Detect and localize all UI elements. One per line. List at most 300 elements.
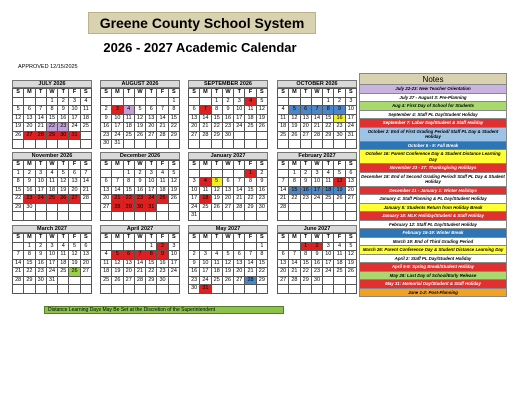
week-row	[13, 242, 92, 251]
day-cell: 23	[134, 195, 145, 204]
week-row	[189, 178, 268, 187]
day-cell: 7	[157, 106, 168, 115]
note-item: Aug 4: First Day of School for Students	[359, 102, 507, 111]
day-cell	[101, 97, 112, 106]
day-cell: 30	[58, 131, 69, 140]
day-cell: 19	[334, 186, 345, 195]
day-cell	[278, 212, 289, 221]
day-cell: 8	[245, 178, 256, 187]
day-cell: 6	[69, 169, 80, 178]
week-row	[101, 268, 180, 277]
day-cell: 24	[35, 195, 46, 204]
day-cell: 16	[134, 186, 145, 195]
week-row	[13, 123, 92, 132]
week-row	[13, 114, 92, 123]
day-cell: 18	[80, 114, 91, 123]
day-cell: 3	[35, 169, 46, 178]
day-cell: 12	[58, 178, 69, 187]
day-cell: 12	[334, 178, 345, 187]
day-cell: 27	[69, 195, 80, 204]
day-cell: 17	[200, 268, 211, 277]
day-cell	[146, 97, 157, 106]
day-cell: 3	[112, 106, 123, 115]
day-cell	[234, 140, 245, 149]
day-cell: 19	[222, 268, 233, 277]
day-cell	[278, 140, 289, 149]
month-2	[188, 80, 268, 149]
note-item: April 2: Staff PL Day/Student Holiday	[359, 255, 507, 264]
week-row	[189, 203, 268, 212]
day-cell	[24, 212, 35, 221]
day-cell	[134, 140, 145, 149]
day-cell: 10	[200, 259, 211, 268]
day-cell	[146, 285, 157, 294]
month-table	[188, 233, 268, 294]
day-cell: 16	[256, 186, 267, 195]
day-cell: 10	[112, 114, 123, 123]
week-row	[13, 106, 92, 115]
day-cell	[58, 276, 69, 285]
day-cell: 14	[13, 259, 24, 268]
day-cell: 8	[323, 106, 334, 115]
day-cell	[234, 242, 245, 251]
day-cell	[234, 285, 245, 294]
day-cell: 1	[123, 169, 134, 178]
day-cell: 25	[157, 195, 168, 204]
weekday-label: T	[58, 234, 69, 243]
day-cell	[69, 285, 80, 294]
day-cell: 20	[123, 268, 134, 277]
day-cell	[69, 212, 80, 221]
day-cell: 22	[46, 123, 57, 132]
note-item: September 4: Staff PL Day/Student Holiday	[359, 111, 507, 120]
day-cell: 3	[323, 242, 334, 251]
week-row	[13, 203, 92, 212]
day-cell: 10	[46, 251, 57, 260]
day-cell: 28	[80, 195, 91, 204]
day-cell	[80, 203, 91, 212]
day-cell: 11	[323, 178, 334, 187]
day-cell: 27	[80, 268, 91, 277]
week-row	[189, 114, 268, 123]
week-row	[13, 97, 92, 106]
day-cell: 23	[58, 123, 69, 132]
day-cell	[46, 285, 57, 294]
day-cell: 22	[289, 195, 300, 204]
day-cell: 16	[311, 259, 322, 268]
day-cell	[101, 285, 112, 294]
day-cell: 6	[123, 251, 134, 260]
week-row	[13, 251, 92, 260]
day-cell	[13, 97, 24, 106]
day-cell: 8	[256, 251, 267, 260]
day-cell	[168, 285, 179, 294]
day-cell	[245, 131, 256, 140]
day-cell: 30	[189, 285, 200, 294]
day-cell: 21	[13, 268, 24, 277]
day-cell: 18	[334, 259, 345, 268]
day-cell: 13	[222, 186, 233, 195]
week-row	[189, 97, 268, 106]
note-item: May 31: Memorial Day/Student & Staff Holiday	[359, 280, 507, 289]
day-cell: 7	[289, 251, 300, 260]
day-cell: 26	[58, 195, 69, 204]
day-cell: 22	[211, 123, 222, 132]
day-cell: 5	[345, 242, 356, 251]
weekday-label: S	[278, 161, 289, 170]
day-cell: 16	[58, 114, 69, 123]
day-cell: 13	[300, 114, 311, 123]
week-row	[189, 259, 268, 268]
day-cell	[69, 140, 80, 149]
day-cell	[134, 242, 145, 251]
day-cell	[234, 169, 245, 178]
day-cell	[334, 203, 345, 212]
day-cell: 4	[200, 178, 211, 187]
day-cell	[234, 131, 245, 140]
day-cell: 21	[80, 186, 91, 195]
month-11	[277, 225, 357, 294]
day-cell	[200, 169, 211, 178]
day-cell: 11	[46, 178, 57, 187]
notes-heading: Notes	[359, 73, 507, 85]
weekday-label: M	[200, 234, 211, 243]
day-cell	[101, 169, 112, 178]
weekday-label: F	[334, 89, 345, 98]
day-cell: 3	[168, 242, 179, 251]
day-cell: 25	[334, 268, 345, 277]
day-cell	[222, 242, 233, 251]
weekday-label: S	[101, 89, 112, 98]
weekday-header-row	[13, 234, 92, 243]
day-cell	[80, 140, 91, 149]
note-item: January 18: MLK Holiday/Student & Staff Holiday	[359, 212, 507, 221]
day-cell: 22	[245, 195, 256, 204]
note-item: October 2: End of First Grading Period/ Staff PL Day & Student Holiday	[359, 128, 507, 142]
weekday-label: F	[157, 89, 168, 98]
day-cell	[289, 140, 300, 149]
day-cell	[289, 242, 300, 251]
day-cell: 30	[134, 203, 145, 212]
day-cell: 22	[146, 268, 157, 277]
day-cell: 20	[234, 268, 245, 277]
day-cell: 28	[289, 276, 300, 285]
week-row	[189, 276, 268, 285]
day-cell: 23	[24, 195, 35, 204]
day-cell: 9	[334, 106, 345, 115]
week-row	[13, 195, 92, 204]
day-cell: 15	[24, 259, 35, 268]
day-cell: 25	[245, 123, 256, 132]
month-table	[100, 88, 180, 149]
day-cell: 21	[311, 123, 322, 132]
day-cell: 7	[245, 251, 256, 260]
day-cell	[58, 285, 69, 294]
day-cell: 4	[58, 242, 69, 251]
day-cell: 7	[134, 251, 145, 260]
day-cell: 9	[101, 114, 112, 123]
day-cell: 17	[69, 114, 80, 123]
day-cell	[80, 285, 91, 294]
day-cell: 12	[289, 114, 300, 123]
weekday-header-row	[189, 89, 268, 98]
day-cell: 27	[345, 195, 356, 204]
day-cell	[323, 203, 334, 212]
day-cell: 8	[146, 251, 157, 260]
day-cell: 14	[234, 186, 245, 195]
day-cell: 20	[222, 195, 233, 204]
day-cell: 2	[58, 97, 69, 106]
day-cell	[69, 203, 80, 212]
day-cell: 22	[300, 268, 311, 277]
day-cell: 28	[134, 276, 145, 285]
day-cell: 13	[123, 259, 134, 268]
weekday-label: T	[211, 161, 222, 170]
day-cell: 28	[245, 276, 256, 285]
weekday-label: M	[200, 89, 211, 98]
day-cell: 24	[168, 268, 179, 277]
day-cell: 4	[123, 106, 134, 115]
month-name: March 2027	[12, 225, 92, 233]
day-cell	[58, 140, 69, 149]
day-cell: 23	[256, 195, 267, 204]
distance-learning-note: Distance Learning Days May Be Set at the Discretion of the Superintendent	[44, 306, 284, 314]
day-cell: 13	[101, 186, 112, 195]
weekday-header-row	[101, 161, 180, 170]
day-cell: 28	[157, 131, 168, 140]
day-cell	[13, 212, 24, 221]
weekday-label: T	[211, 89, 222, 98]
weekday-label: T	[300, 161, 311, 170]
day-cell: 16	[157, 259, 168, 268]
weekday-label: T	[35, 89, 46, 98]
month-10	[188, 225, 268, 294]
day-cell	[211, 212, 222, 221]
month-8	[12, 225, 92, 294]
day-cell	[24, 97, 35, 106]
day-cell	[323, 140, 334, 149]
day-cell: 31	[69, 131, 80, 140]
day-cell: 31	[200, 285, 211, 294]
day-cell	[157, 203, 168, 212]
day-cell: 24	[311, 195, 322, 204]
day-cell: 18	[211, 268, 222, 277]
day-cell	[211, 169, 222, 178]
day-cell: 12	[69, 251, 80, 260]
day-cell: 20	[80, 259, 91, 268]
day-cell: 22	[24, 268, 35, 277]
day-cell	[334, 276, 345, 285]
day-cell: 8	[123, 178, 134, 187]
week-row	[13, 285, 92, 294]
day-cell: 8	[46, 106, 57, 115]
day-cell: 11	[200, 186, 211, 195]
day-cell: 6	[146, 106, 157, 115]
day-cell	[123, 140, 134, 149]
day-cell	[211, 140, 222, 149]
day-cell: 29	[46, 131, 57, 140]
weekday-label: S	[345, 161, 356, 170]
day-cell	[101, 242, 112, 251]
week-row	[278, 97, 357, 106]
weekday-label: W	[46, 89, 57, 98]
day-cell	[58, 203, 69, 212]
month-3	[277, 80, 357, 149]
day-cell: 21	[200, 123, 211, 132]
note-item: June 1-2: Post-Planning	[359, 289, 507, 298]
week-row	[278, 268, 357, 277]
day-cell: 6	[80, 242, 91, 251]
week-row	[13, 268, 92, 277]
day-cell: 24	[200, 276, 211, 285]
day-cell: 19	[58, 186, 69, 195]
day-cell: 6	[24, 106, 35, 115]
weekday-label: S	[189, 89, 200, 98]
approved-date: APPROVED 12/15/2025	[18, 64, 78, 70]
day-cell	[69, 276, 80, 285]
weekday-label: F	[69, 161, 80, 170]
day-cell: 3	[200, 251, 211, 260]
day-cell: 9	[256, 178, 267, 187]
week-row	[278, 203, 357, 212]
day-cell: 31	[46, 276, 57, 285]
week-row	[101, 178, 180, 187]
day-cell: 25	[323, 195, 334, 204]
day-cell	[157, 285, 168, 294]
day-cell: 11	[80, 106, 91, 115]
month-5	[100, 152, 180, 221]
week-row	[101, 203, 180, 212]
week-row	[101, 285, 180, 294]
note-item: March 19: End of Third Grading Period	[359, 238, 507, 247]
day-cell: 23	[300, 195, 311, 204]
day-cell: 12	[256, 106, 267, 115]
note-item: February 12: Staff PL Day/Student Holiday	[359, 221, 507, 230]
week-row	[189, 169, 268, 178]
weekday-label: M	[112, 161, 123, 170]
day-cell: 14	[278, 186, 289, 195]
note-item: November 23 - 27: Thanksgiving Holidays	[359, 164, 507, 173]
day-cell	[101, 212, 112, 221]
weekday-label: S	[345, 89, 356, 98]
weekday-label: W	[222, 161, 233, 170]
week-row	[278, 242, 357, 251]
day-cell: 7	[234, 178, 245, 187]
weekday-label: W	[134, 234, 145, 243]
week-row	[13, 169, 92, 178]
day-cell: 1	[211, 97, 222, 106]
day-cell: 14	[35, 114, 46, 123]
month-name: December 2026	[100, 152, 180, 160]
month-table	[12, 88, 92, 149]
day-cell: 1	[146, 242, 157, 251]
day-cell: 9	[222, 106, 233, 115]
day-cell: 21	[289, 268, 300, 277]
day-cell: 17	[311, 186, 322, 195]
day-cell: 29	[168, 131, 179, 140]
day-cell: 15	[323, 114, 334, 123]
day-cell: 11	[123, 114, 134, 123]
day-cell: 5	[168, 169, 179, 178]
day-cell: 19	[211, 195, 222, 204]
day-cell: 5	[256, 97, 267, 106]
day-cell	[168, 276, 179, 285]
note-item: January 4: Staff Planning & PL Day/Student Holiday	[359, 195, 507, 204]
weekday-label: F	[245, 161, 256, 170]
day-cell: 9	[24, 178, 35, 187]
day-cell: 6	[278, 251, 289, 260]
day-cell: 22	[123, 195, 134, 204]
day-cell	[35, 285, 46, 294]
day-cell: 24	[112, 131, 123, 140]
day-cell: 16	[101, 123, 112, 132]
day-cell: 30	[222, 131, 233, 140]
weekday-label: F	[157, 161, 168, 170]
week-row	[101, 259, 180, 268]
weekday-header-row	[13, 161, 92, 170]
month-table	[100, 233, 180, 294]
day-cell	[58, 212, 69, 221]
day-cell: 12	[345, 251, 356, 260]
notes-panel	[359, 73, 507, 297]
weekday-label: T	[300, 89, 311, 98]
day-cell	[146, 212, 157, 221]
weekday-label: T	[323, 161, 334, 170]
weekday-label: S	[168, 89, 179, 98]
day-cell	[278, 97, 289, 106]
week-row	[101, 106, 180, 115]
day-cell: 15	[168, 114, 179, 123]
day-cell: 5	[69, 242, 80, 251]
note-item: April 5-9: Spring Break/Student Holiday	[359, 263, 507, 272]
day-cell: 14	[289, 259, 300, 268]
weekday-label: W	[311, 234, 322, 243]
day-cell: 7	[278, 178, 289, 187]
weekday-label: S	[101, 161, 112, 170]
note-item: September 7: Labor Day/Student & Staff Holiday	[359, 119, 507, 128]
day-cell	[256, 212, 267, 221]
day-cell: 29	[245, 203, 256, 212]
day-cell: 25	[123, 131, 134, 140]
day-cell: 11	[58, 251, 69, 260]
day-cell: 17	[234, 114, 245, 123]
day-cell: 7	[112, 178, 123, 187]
weekday-header-row	[101, 234, 180, 243]
day-cell: 1	[168, 97, 179, 106]
day-cell: 23	[334, 123, 345, 132]
day-cell: 29	[146, 276, 157, 285]
day-cell: 11	[211, 259, 222, 268]
weekday-label: M	[289, 234, 300, 243]
day-cell: 2	[157, 242, 168, 251]
week-row	[189, 195, 268, 204]
weekday-label: T	[234, 161, 245, 170]
month-4	[12, 152, 92, 221]
day-cell: 27	[189, 131, 200, 140]
day-cell: 30	[334, 131, 345, 140]
day-cell: 27	[222, 203, 233, 212]
day-cell	[289, 203, 300, 212]
day-cell: 26	[256, 123, 267, 132]
day-cell: 15	[123, 186, 134, 195]
day-cell: 3	[69, 97, 80, 106]
day-cell: 27	[146, 131, 157, 140]
day-cell: 17	[146, 186, 157, 195]
day-cell: 16	[222, 114, 233, 123]
day-cell	[112, 285, 123, 294]
day-cell: 17	[35, 186, 46, 195]
week-row	[278, 212, 357, 221]
